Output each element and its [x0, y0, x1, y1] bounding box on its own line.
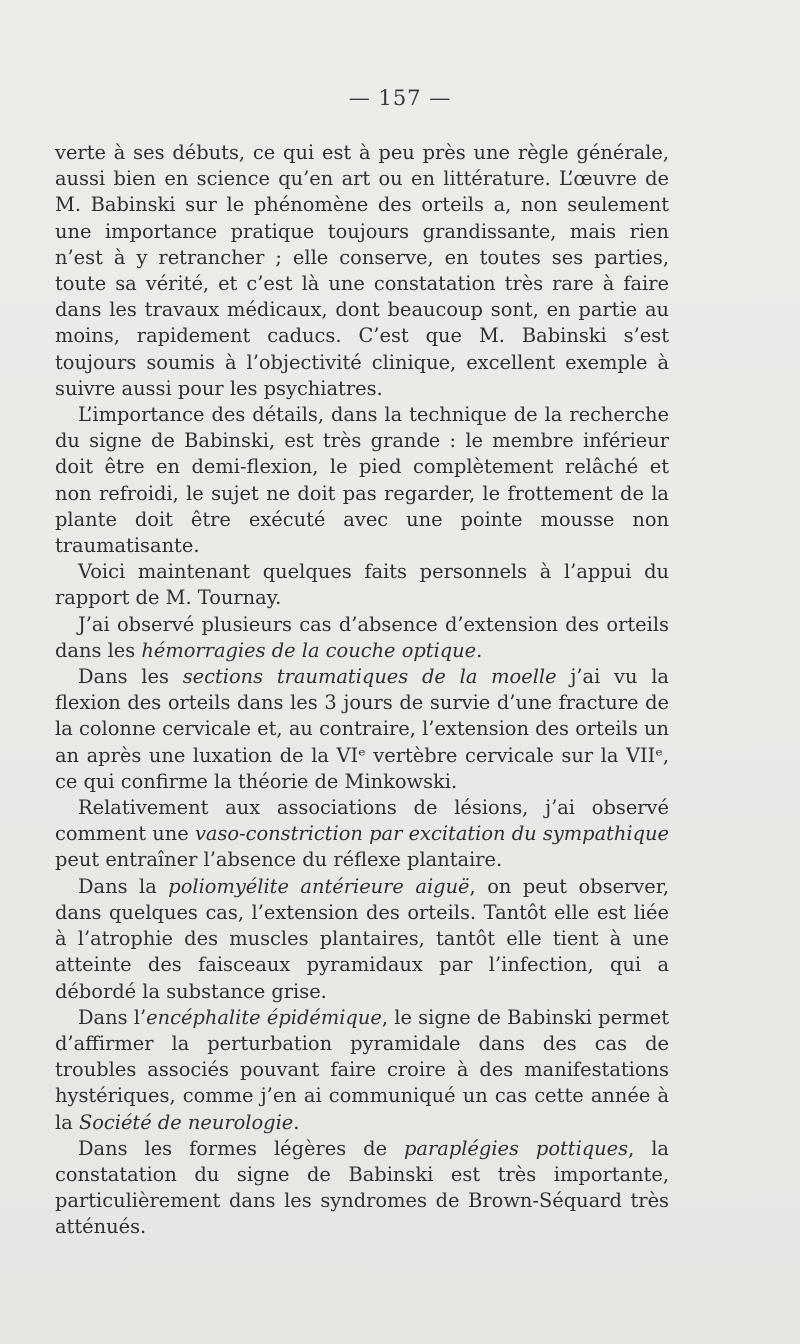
text-run: Dans les formes légères de: [78, 1136, 405, 1160]
text-run: .: [476, 638, 483, 662]
text-run: verte à ses débuts, ce qui est à peu près une règle générale, aussi bien en science qu’en art ou en littérature. L’œuvre de M. Babinski sur le phénomène des orteils a, non seulement une importance pratique toujours grandissante, mais rien n’est à y retrancher ; elle conserve, en toutes ses parties, toute sa vérité, et c’est là une constatation très rare à faire dans les travaux médicaux, dont beaucoup sont, en partie au moins, rapidement caducs. C’est que M. Babinski s’est toujours soumis à l’objectivité clinique, excellent exemple à suivre aussi pour les psychiatres.: [55, 141, 669, 400]
paragraph: [55, 612, 669, 664]
text-run: Dans la: [78, 874, 169, 898]
text-run: , le signe de Babinski permet d’affirmer la perturbation pyramidale dans des cas de troubles associés pouvant faire croire à des manifestations hystériques, comme j’en ai communiqué un cas cette année à la: [55, 1005, 669, 1134]
text-run: Voici maintenant quelques faits personnels à l’appui du rapport de M. Tournay.: [55, 560, 669, 610]
text-run: J’ai observé plusieurs cas d’absence d’extension des orteils dans les: [55, 612, 669, 662]
paragraph: [55, 559, 669, 611]
italic-text: Société de neurologie: [78, 1110, 294, 1134]
text-run: , on peut observer, dans quelques cas, l’extension des orteils. Tantôt elle est liée à l’atrophie des muscles plantaires, tantôt elle tient à une atteinte des faisceaux pyramidaux par l’infection, qui a débordé la substance grise.: [55, 874, 670, 1003]
text-run: .: [293, 1110, 300, 1134]
paragraph: [55, 1005, 669, 1136]
italic-text: sections traumatiques de la moelle: [182, 665, 557, 689]
text-run: , la constatation du signe de Babinski est très importante, particulièrement dans les syndromes de Brown-Séquard très atténués.: [55, 1136, 669, 1239]
text-run: L’importance des détails, dans la technique de la recherche du signe de Babinski, est très grande : le membre inférieur doit être en demi-flexion, le pied complètement relâché et non refroidi, le sujet ne doit pas regarder, le frottement de la plante doit être exécuté avec une pointe mousse non traumatisante.: [55, 403, 669, 558]
italic-text: paraplégies pottiques: [404, 1136, 629, 1160]
page-number: — 157 —: [348, 86, 452, 110]
text-run: j’ai vu la flexion des orteils dans les 3 jours de survie d’une fracture de la colonne cervicale et, au contraire, l’extension des orteils un an après une luxation de la VIᵉ vertèbre cervicale sur la VIIᵉ, ce qui confirme la théorie de Minkowski.: [55, 665, 669, 793]
italic-text: hémorragies de la couche optique: [141, 638, 477, 662]
paragraph: [55, 874, 669, 1005]
italic-text: encéphalite épidémique: [146, 1005, 382, 1029]
text-run: Dans l’: [78, 1005, 147, 1029]
italic-text: vaso-constriction par excitation du sympathique: [194, 822, 670, 846]
body-text: [55, 140, 669, 1241]
text-run: Relativement aux associations de lésions, j’ai observé comment une: [55, 796, 669, 846]
text-run: peut entraîner l’absence du réflexe plantaire.: [55, 848, 503, 872]
paragraph: [55, 140, 669, 402]
text-run: Dans les: [78, 665, 183, 689]
paragraph: [55, 795, 669, 874]
paragraph: [55, 664, 669, 795]
italic-text: poliomyélite antérieure aiguë: [168, 874, 470, 898]
paragraph: [55, 402, 669, 559]
paragraph: [55, 1136, 669, 1241]
